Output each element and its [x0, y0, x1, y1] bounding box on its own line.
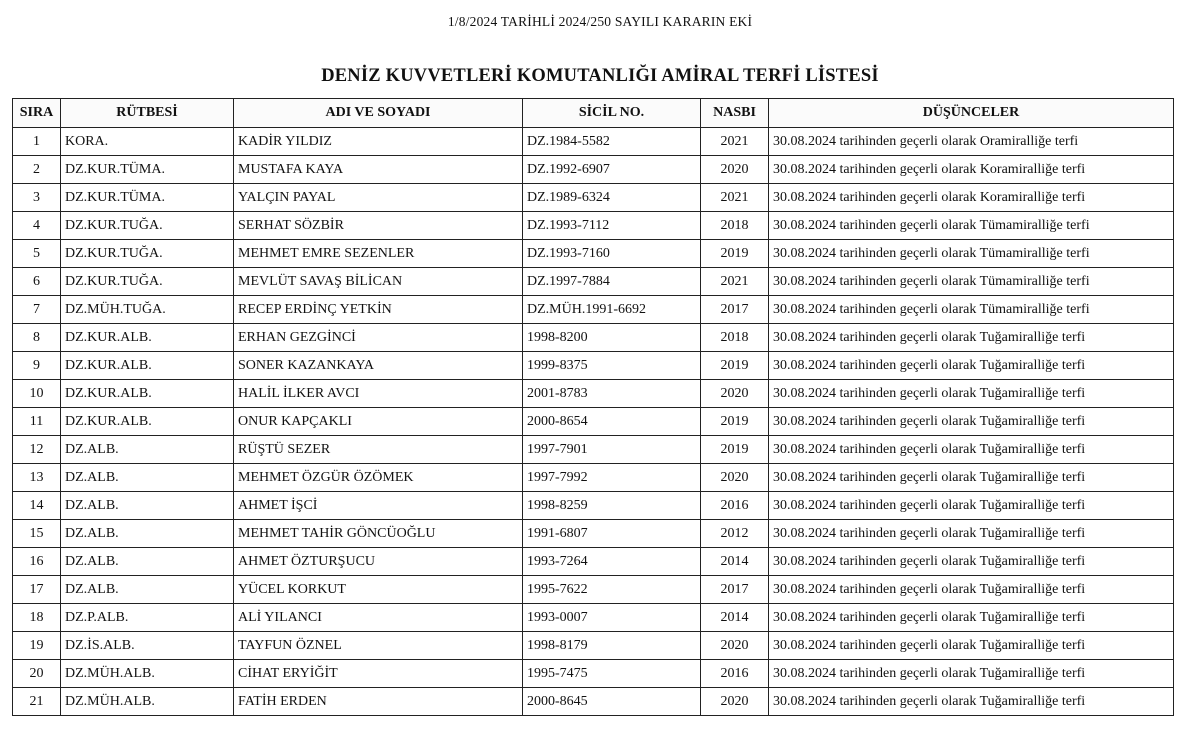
table-row [13, 632, 1174, 660]
cell-name: AHMET İŞCİ [234, 492, 523, 520]
table-row [13, 184, 1174, 212]
document-reference: 1/8/2024 TARİHLİ 2024/250 SAYILI KARARIN EKİ [447, 14, 753, 29]
cell-sira: 15 [13, 520, 61, 548]
table-row [13, 464, 1174, 492]
cell-sicil: 2000-8654 [523, 408, 701, 436]
cell-sicil: 1997-7992 [523, 464, 701, 492]
table-row [13, 436, 1174, 464]
cell-sicil: 2000-8645 [523, 688, 701, 716]
cell-sicil: DZ.1984-5582 [523, 128, 701, 156]
cell-rank: DZ.P.ALB. [61, 604, 234, 632]
cell-sira: 18 [13, 604, 61, 632]
cell-nasbi: 2016 [701, 660, 769, 688]
cell-name: KADİR YILDIZ [234, 128, 523, 156]
cell-sicil: 1998-8200 [523, 324, 701, 352]
cell-sicil: 1998-8179 [523, 632, 701, 660]
cell-sira: 3 [13, 184, 61, 212]
cell-nasbi: 2014 [701, 548, 769, 576]
table-row [13, 688, 1174, 716]
table-row [13, 380, 1174, 408]
cell-notes: 30.08.2024 tarihinden geçerli olarak Tuğamiralliğe terfi [769, 352, 1174, 380]
cell-name: MEHMET EMRE SEZENLER [234, 240, 523, 268]
cell-rank: DZ.MÜH.ALB. [61, 660, 234, 688]
cell-notes: 30.08.2024 tarihinden geçerli olarak Tuğamiralliğe terfi [769, 660, 1174, 688]
cell-sicil: DZ.MÜH.1991-6692 [523, 296, 701, 324]
cell-nasbi: 2019 [701, 436, 769, 464]
cell-rank: DZ.KUR.TUĞA. [61, 268, 234, 296]
header-sira: SIRA [13, 99, 61, 128]
cell-sicil: 1999-8375 [523, 352, 701, 380]
table-row [13, 324, 1174, 352]
cell-sicil: DZ.1993-7160 [523, 240, 701, 268]
cell-nasbi: 2020 [701, 632, 769, 660]
cell-sira: 19 [13, 632, 61, 660]
cell-sira: 21 [13, 688, 61, 716]
header-name: ADI VE SOYADI [234, 99, 523, 128]
cell-notes: 30.08.2024 tarihinden geçerli olarak Koramiralliğe terfi [769, 184, 1174, 212]
cell-notes: 30.08.2024 tarihinden geçerli olarak Tuğamiralliğe terfi [769, 324, 1174, 352]
cell-nasbi: 2019 [701, 408, 769, 436]
cell-sira: 13 [13, 464, 61, 492]
cell-sira: 17 [13, 576, 61, 604]
cell-rank: DZ.MÜH.ALB. [61, 688, 234, 716]
table-row [13, 604, 1174, 632]
cell-sicil: DZ.1992-6907 [523, 156, 701, 184]
cell-sira: 14 [13, 492, 61, 520]
table-header-row [13, 99, 1174, 128]
header-sicil: SİCİL NO. [523, 99, 701, 128]
cell-sicil: 1993-0007 [523, 604, 701, 632]
table-row [13, 240, 1174, 268]
cell-notes: 30.08.2024 tarihinden geçerli olarak Oramiralliğe terfi [769, 128, 1174, 156]
cell-rank: DZ.KUR.ALB. [61, 324, 234, 352]
cell-name: CİHAT ERYİĞİT [234, 660, 523, 688]
cell-name: ERHAN GEZGİNCİ [234, 324, 523, 352]
cell-sira: 20 [13, 660, 61, 688]
cell-name: MEHMET ÖZGÜR ÖZÖMEK [234, 464, 523, 492]
cell-sira: 1 [13, 128, 61, 156]
cell-sira: 16 [13, 548, 61, 576]
cell-sira: 5 [13, 240, 61, 268]
cell-rank: DZ.ALB. [61, 492, 234, 520]
cell-sicil: 1997-7901 [523, 436, 701, 464]
cell-name: FATİH ERDEN [234, 688, 523, 716]
cell-notes: 30.08.2024 tarihinden geçerli olarak Tuğamiralliğe terfi [769, 688, 1174, 716]
table-row [13, 408, 1174, 436]
cell-notes: 30.08.2024 tarihinden geçerli olarak Tuğamiralliğe terfi [769, 408, 1174, 436]
cell-nasbi: 2014 [701, 604, 769, 632]
cell-rank: DZ.KUR.TÜMA. [61, 184, 234, 212]
table-row [13, 576, 1174, 604]
cell-rank: DZ.KUR.TÜMA. [61, 156, 234, 184]
cell-rank: DZ.ALB. [61, 576, 234, 604]
table-row [13, 660, 1174, 688]
promotion-table [12, 98, 1174, 716]
table-row [13, 492, 1174, 520]
cell-sicil: 1991-6807 [523, 520, 701, 548]
cell-rank: KORA. [61, 128, 234, 156]
cell-notes: 30.08.2024 tarihinden geçerli olarak Tuğamiralliğe terfi [769, 464, 1174, 492]
cell-rank: DZ.ALB. [61, 520, 234, 548]
cell-nasbi: 2017 [701, 576, 769, 604]
cell-sicil: 1998-8259 [523, 492, 701, 520]
header-rank: RÜTBESİ [61, 99, 234, 128]
cell-nasbi: 2018 [701, 324, 769, 352]
cell-rank: DZ.İS.ALB. [61, 632, 234, 660]
cell-sira: 8 [13, 324, 61, 352]
cell-notes: 30.08.2024 tarihinden geçerli olarak Koramiralliğe terfi [769, 156, 1174, 184]
cell-nasbi: 2020 [701, 156, 769, 184]
cell-sicil: 1995-7622 [523, 576, 701, 604]
table-row [13, 352, 1174, 380]
cell-notes: 30.08.2024 tarihinden geçerli olarak Tümamiralliğe terfi [769, 240, 1174, 268]
cell-name: RÜŞTÜ SEZER [234, 436, 523, 464]
cell-sicil: 1993-7264 [523, 548, 701, 576]
cell-notes: 30.08.2024 tarihinden geçerli olarak Tuğamiralliğe terfi [769, 436, 1174, 464]
cell-sicil: 1995-7475 [523, 660, 701, 688]
cell-sira: 7 [13, 296, 61, 324]
cell-notes: 30.08.2024 tarihinden geçerli olarak Tuğamiralliğe terfi [769, 604, 1174, 632]
cell-rank: DZ.MÜH.TUĞA. [61, 296, 234, 324]
cell-name: TAYFUN ÖZNEL [234, 632, 523, 660]
cell-rank: DZ.KUR.ALB. [61, 408, 234, 436]
cell-rank: DZ.KUR.ALB. [61, 380, 234, 408]
table-row [13, 296, 1174, 324]
cell-name: YALÇIN PAYAL [234, 184, 523, 212]
table-row [13, 268, 1174, 296]
cell-sira: 10 [13, 380, 61, 408]
cell-notes: 30.08.2024 tarihinden geçerli olarak Tuğamiralliğe terfi [769, 492, 1174, 520]
cell-name: ONUR KAPÇAKLI [234, 408, 523, 436]
header-notes: DÜŞÜNCELER [769, 99, 1174, 128]
cell-nasbi: 2021 [701, 268, 769, 296]
header-nasbi: NASBI [701, 99, 769, 128]
cell-name: MEVLÜT SAVAŞ BİLİCAN [234, 268, 523, 296]
cell-name: ALİ YILANCI [234, 604, 523, 632]
cell-nasbi: 2021 [701, 128, 769, 156]
cell-notes: 30.08.2024 tarihinden geçerli olarak Tuğamiralliğe terfi [769, 520, 1174, 548]
cell-rank: DZ.KUR.ALB. [61, 352, 234, 380]
cell-nasbi: 2020 [701, 688, 769, 716]
cell-sicil: DZ.1989-6324 [523, 184, 701, 212]
cell-notes: 30.08.2024 tarihinden geçerli olarak Tümamiralliğe terfi [769, 296, 1174, 324]
table-row [13, 128, 1174, 156]
cell-sira: 11 [13, 408, 61, 436]
cell-notes: 30.08.2024 tarihinden geçerli olarak Tuğamiralliğe terfi [769, 548, 1174, 576]
cell-nasbi: 2020 [701, 380, 769, 408]
cell-nasbi: 2016 [701, 492, 769, 520]
cell-rank: DZ.ALB. [61, 464, 234, 492]
cell-name: SONER KAZANKAYA [234, 352, 523, 380]
cell-name: HALİL İLKER AVCI [234, 380, 523, 408]
cell-sicil: DZ.1993-7112 [523, 212, 701, 240]
cell-notes: 30.08.2024 tarihinden geçerli olarak Tümamiralliğe terfi [769, 268, 1174, 296]
cell-nasbi: 2021 [701, 184, 769, 212]
cell-nasbi: 2017 [701, 296, 769, 324]
cell-sira: 2 [13, 156, 61, 184]
cell-rank: DZ.ALB. [61, 548, 234, 576]
cell-name: AHMET ÖZTURŞUCU [234, 548, 523, 576]
cell-name: YÜCEL KORKUT [234, 576, 523, 604]
cell-sira: 4 [13, 212, 61, 240]
cell-sira: 6 [13, 268, 61, 296]
table-row [13, 548, 1174, 576]
table-body [13, 128, 1174, 716]
cell-notes: 30.08.2024 tarihinden geçerli olarak Tuğamiralliğe terfi [769, 380, 1174, 408]
cell-name: SERHAT SÖZBİR [234, 212, 523, 240]
cell-rank: DZ.KUR.TUĞA. [61, 212, 234, 240]
table-row [13, 212, 1174, 240]
cell-rank: DZ.KUR.TUĞA. [61, 240, 234, 268]
cell-notes: 30.08.2024 tarihinden geçerli olarak Tuğamiralliğe terfi [769, 632, 1174, 660]
cell-nasbi: 2019 [701, 352, 769, 380]
cell-rank: DZ.ALB. [61, 436, 234, 464]
cell-nasbi: 2018 [701, 212, 769, 240]
cell-nasbi: 2019 [701, 240, 769, 268]
cell-notes: 30.08.2024 tarihinden geçerli olarak Tümamiralliğe terfi [769, 212, 1174, 240]
cell-nasbi: 2020 [701, 464, 769, 492]
cell-notes: 30.08.2024 tarihinden geçerli olarak Tuğamiralliğe terfi [769, 576, 1174, 604]
document-title: DENİZ KUVVETLERİ KOMUTANLIĞI AMİRAL TERFİ LİSTESİ [321, 66, 879, 86]
cell-nasbi: 2012 [701, 520, 769, 548]
cell-name: MUSTAFA KAYA [234, 156, 523, 184]
cell-sicil: DZ.1997-7884 [523, 268, 701, 296]
cell-sicil: 2001-8783 [523, 380, 701, 408]
table-row [13, 156, 1174, 184]
cell-sira: 12 [13, 436, 61, 464]
table-row [13, 520, 1174, 548]
cell-sira: 9 [13, 352, 61, 380]
cell-name: RECEP ERDİNÇ YETKİN [234, 296, 523, 324]
cell-name: MEHMET TAHİR GÖNCÜOĞLU [234, 520, 523, 548]
